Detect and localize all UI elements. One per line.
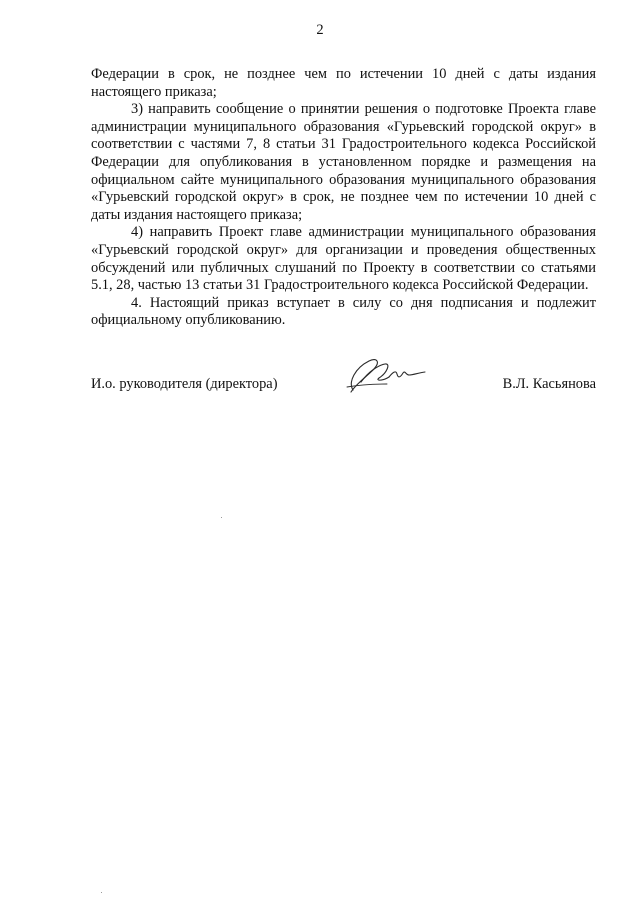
scan-speck — [101, 892, 102, 893]
scan-speck — [221, 517, 222, 518]
signatory-name: В.Л. Касьянова — [502, 376, 596, 392]
paragraph-item-4-send-project: 4) направить Проект главе администрации муниципального образования «Гурьевский городской округ» для организации и проведения общественных обсуждений или публичных слушаний по Проекту в соответствии со статьями 5.1, 28, частью 13 статьи 31 Градостроительного кодекса Российской Федерации. — [91, 224, 596, 294]
signatory-role: И.о. руководителя (директора) — [91, 376, 278, 392]
document-body — [91, 66, 596, 330]
paragraph-item-3: 3) направить сообщение о принятии решения о подготовке Проекта главе администрации муниципального образования «Гурьевский городской округ» в соответствии с частями 7, 8 статьи 31 Градостроительного кодекса Российской Федерации для опубликования в установленном порядке и размещения на официальном сайте муниципального образования муниципального образования «Гурьевский городской округ» в срок, не позднее чем по истечении 10 дней с даты издания настоящего приказа; — [91, 101, 596, 223]
page-number: 2 — [316, 22, 324, 38]
signature-block — [91, 374, 596, 404]
paragraph-item-4-effective: 4. Настоящий приказ вступает в силу со дня подписания и подлежит официальному опубликованию. — [91, 294, 596, 329]
paragraph-continuation: Федерации в срок, не позднее чем по истечении 10 дней с даты издания настоящего приказа; — [91, 66, 596, 100]
handwritten-signature — [339, 354, 429, 398]
